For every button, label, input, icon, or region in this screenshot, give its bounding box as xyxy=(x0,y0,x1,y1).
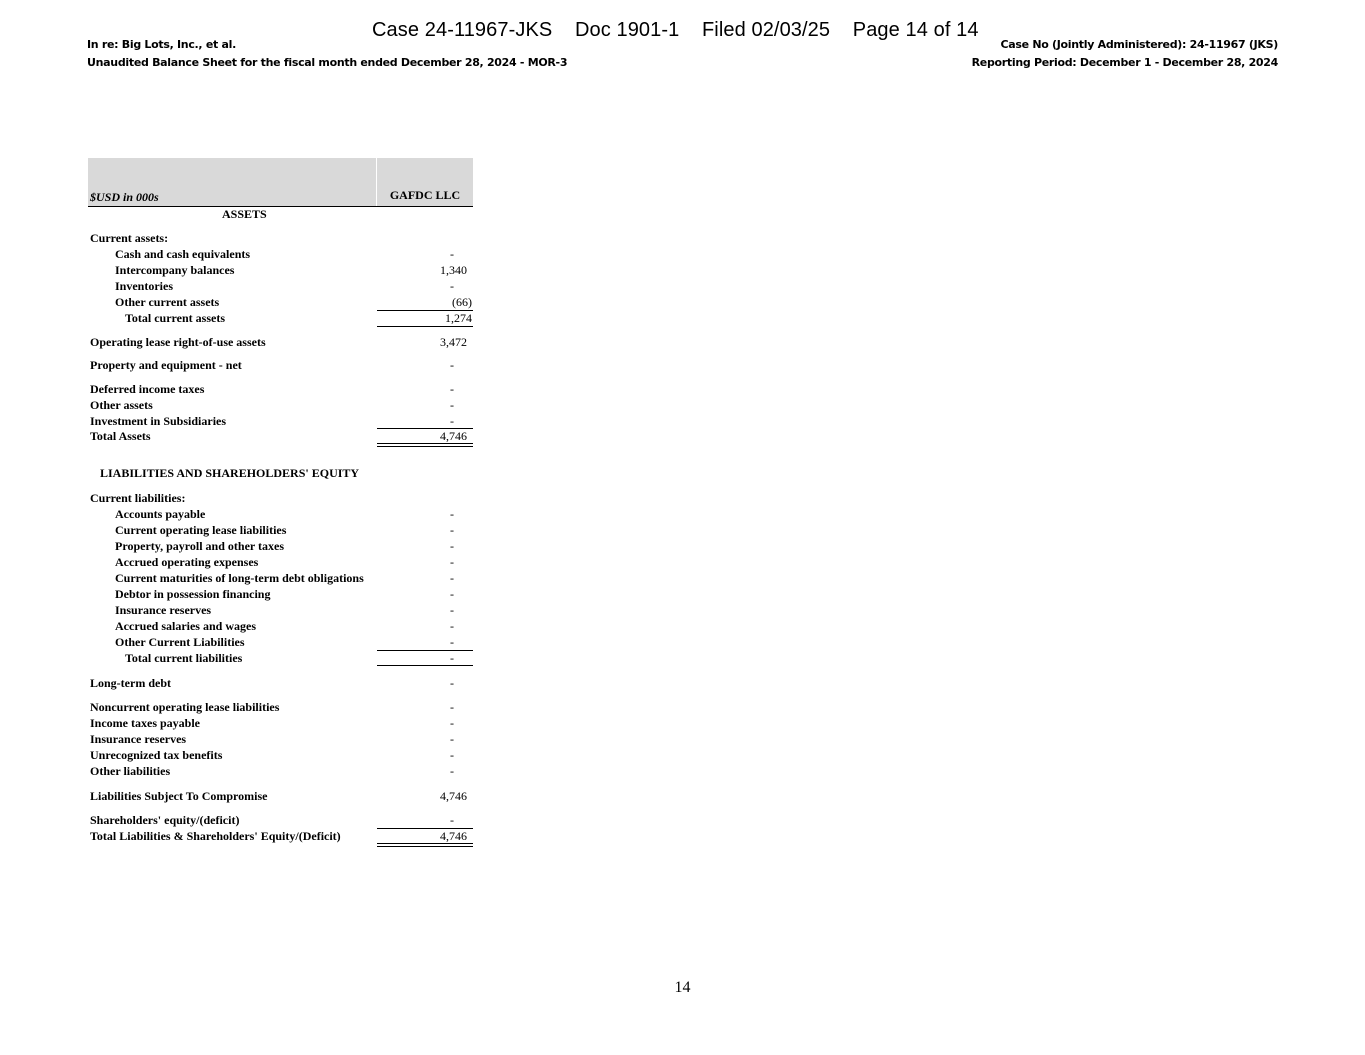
row-label: Insurance reserves xyxy=(115,603,212,617)
liabilities-section-title: LIABILITIES AND SHAREHOLDERS' EQUITY xyxy=(100,466,360,480)
row-label: Total Liabilities & Shareholders' Equity/(Deficit) xyxy=(90,829,341,843)
table-row xyxy=(88,295,473,311)
row-value: - xyxy=(450,813,454,827)
row-label: Investment in Subsidiaries xyxy=(90,414,227,428)
table-row xyxy=(88,764,473,780)
row-label: Cash and cash equivalents xyxy=(115,247,251,261)
table-row xyxy=(88,279,473,295)
table-row xyxy=(88,382,473,398)
row-value: - xyxy=(450,571,454,585)
table-row xyxy=(88,247,473,263)
table-row xyxy=(88,635,473,651)
assets-section-title: ASSETS xyxy=(222,207,267,221)
row-value: 1,340 xyxy=(440,263,467,277)
row-value: - xyxy=(450,555,454,569)
row-value: - xyxy=(450,247,454,261)
row-label: Other Current Liabilities xyxy=(115,635,245,649)
row-label: Intercompany balances xyxy=(115,263,235,277)
row-label: Total Assets xyxy=(90,429,151,443)
total-double-rule xyxy=(377,843,473,847)
row-value: - xyxy=(450,414,454,428)
row-value: 4,746 xyxy=(440,789,467,803)
row-label: Operating lease right-of-use assets xyxy=(90,335,266,349)
row-label: Current maturities of long-term debt obligations xyxy=(115,571,364,585)
row-value: - xyxy=(450,732,454,746)
row-value: - xyxy=(450,398,454,412)
row-value: - xyxy=(450,358,454,372)
row-label: Current liabilities: xyxy=(90,491,186,505)
row-value: - xyxy=(450,603,454,617)
row-value: - xyxy=(450,748,454,762)
row-value: - xyxy=(450,279,454,293)
table-row xyxy=(88,700,473,716)
row-value: (66) xyxy=(452,295,472,309)
case-caption: In re: Big Lots, Inc., et al. xyxy=(87,38,236,51)
subtotal-rule xyxy=(377,326,473,327)
table-row xyxy=(88,539,473,555)
table-row xyxy=(88,603,473,619)
row-label: Property and equipment - net xyxy=(90,358,242,372)
row-label: Long-term debt xyxy=(90,676,171,690)
row-value: - xyxy=(450,716,454,730)
balance-sheet-table xyxy=(88,158,473,843)
row-label: Accrued operating expenses xyxy=(115,555,259,569)
row-value: - xyxy=(450,764,454,778)
page-number: 14 xyxy=(674,979,691,996)
row-value: 4,746 xyxy=(440,429,467,443)
table-row xyxy=(88,732,473,748)
table-row xyxy=(88,619,473,635)
table-row xyxy=(88,231,473,247)
row-label: Debtor in possession financing xyxy=(115,587,271,601)
row-label: Deferred income taxes xyxy=(90,382,205,396)
row-value: - xyxy=(450,539,454,553)
subtotal-rule xyxy=(377,665,473,666)
table-row xyxy=(88,263,473,279)
row-label: Inventories xyxy=(115,279,173,293)
row-value: 1,274 xyxy=(445,311,472,325)
row-value: - xyxy=(450,523,454,537)
row-value: - xyxy=(450,651,454,665)
row-value: - xyxy=(450,382,454,396)
court-filing-stamp: Case 24-11967-JKS Doc 1901-1 Filed 02/03/25 Page 14 of 14 xyxy=(372,19,979,41)
row-label: Liabilities Subject To Compromise xyxy=(90,789,268,803)
row-label: Total current liabilities xyxy=(125,651,243,665)
report-title: Unaudited Balance Sheet for the fiscal month ended December 28, 2024 - MOR-3 xyxy=(87,56,568,69)
row-label: Accrued salaries and wages xyxy=(115,619,256,633)
row-value: - xyxy=(450,700,454,714)
row-value: - xyxy=(450,507,454,521)
row-label: Accounts payable xyxy=(115,507,206,521)
row-label: Income taxes payable xyxy=(90,716,200,730)
row-label: Other liabilities xyxy=(90,764,171,778)
table-row xyxy=(88,813,473,829)
row-value: - xyxy=(450,619,454,633)
reporting-period: Reporting Period: December 1 - December 28, 2024 xyxy=(971,56,1278,69)
column-header xyxy=(88,158,473,207)
case-number: Case No (Jointly Administered): 24-11967 (JKS) xyxy=(1000,38,1278,51)
table-row xyxy=(88,523,473,539)
row-value: 3,472 xyxy=(440,335,467,349)
row-label: Current assets: xyxy=(90,231,169,245)
units-label: $USD in 000s xyxy=(90,190,159,204)
table-row xyxy=(88,491,473,507)
row-label: Other assets xyxy=(90,398,153,412)
row-value: - xyxy=(450,635,454,649)
table-row xyxy=(88,398,473,414)
table-row xyxy=(88,358,473,374)
row-label: Insurance reserves xyxy=(90,732,187,746)
row-label: Noncurrent operating lease liabilities xyxy=(90,700,280,714)
table-row xyxy=(88,748,473,764)
table-row xyxy=(88,571,473,587)
table-row xyxy=(88,676,473,692)
table-row xyxy=(88,335,473,351)
entity-column-header: GAFDC LLC xyxy=(389,188,461,202)
row-value: - xyxy=(450,676,454,690)
row-label: Shareholders' equity/(deficit) xyxy=(90,813,240,827)
row-label: Unrecognized tax benefits xyxy=(90,748,223,762)
row-label: Total current assets xyxy=(125,311,225,325)
table-row xyxy=(88,555,473,571)
table-row xyxy=(88,311,473,327)
table-row xyxy=(88,587,473,603)
total-double-rule xyxy=(377,443,473,447)
table-row xyxy=(88,507,473,523)
table-row xyxy=(88,716,473,732)
table-row xyxy=(88,789,473,805)
row-label: Other current assets xyxy=(115,295,220,309)
row-label: Current operating lease liabilities xyxy=(115,523,287,537)
row-value: - xyxy=(450,587,454,601)
row-value: 4,746 xyxy=(440,829,467,843)
row-label: Property, payroll and other taxes xyxy=(115,539,284,553)
